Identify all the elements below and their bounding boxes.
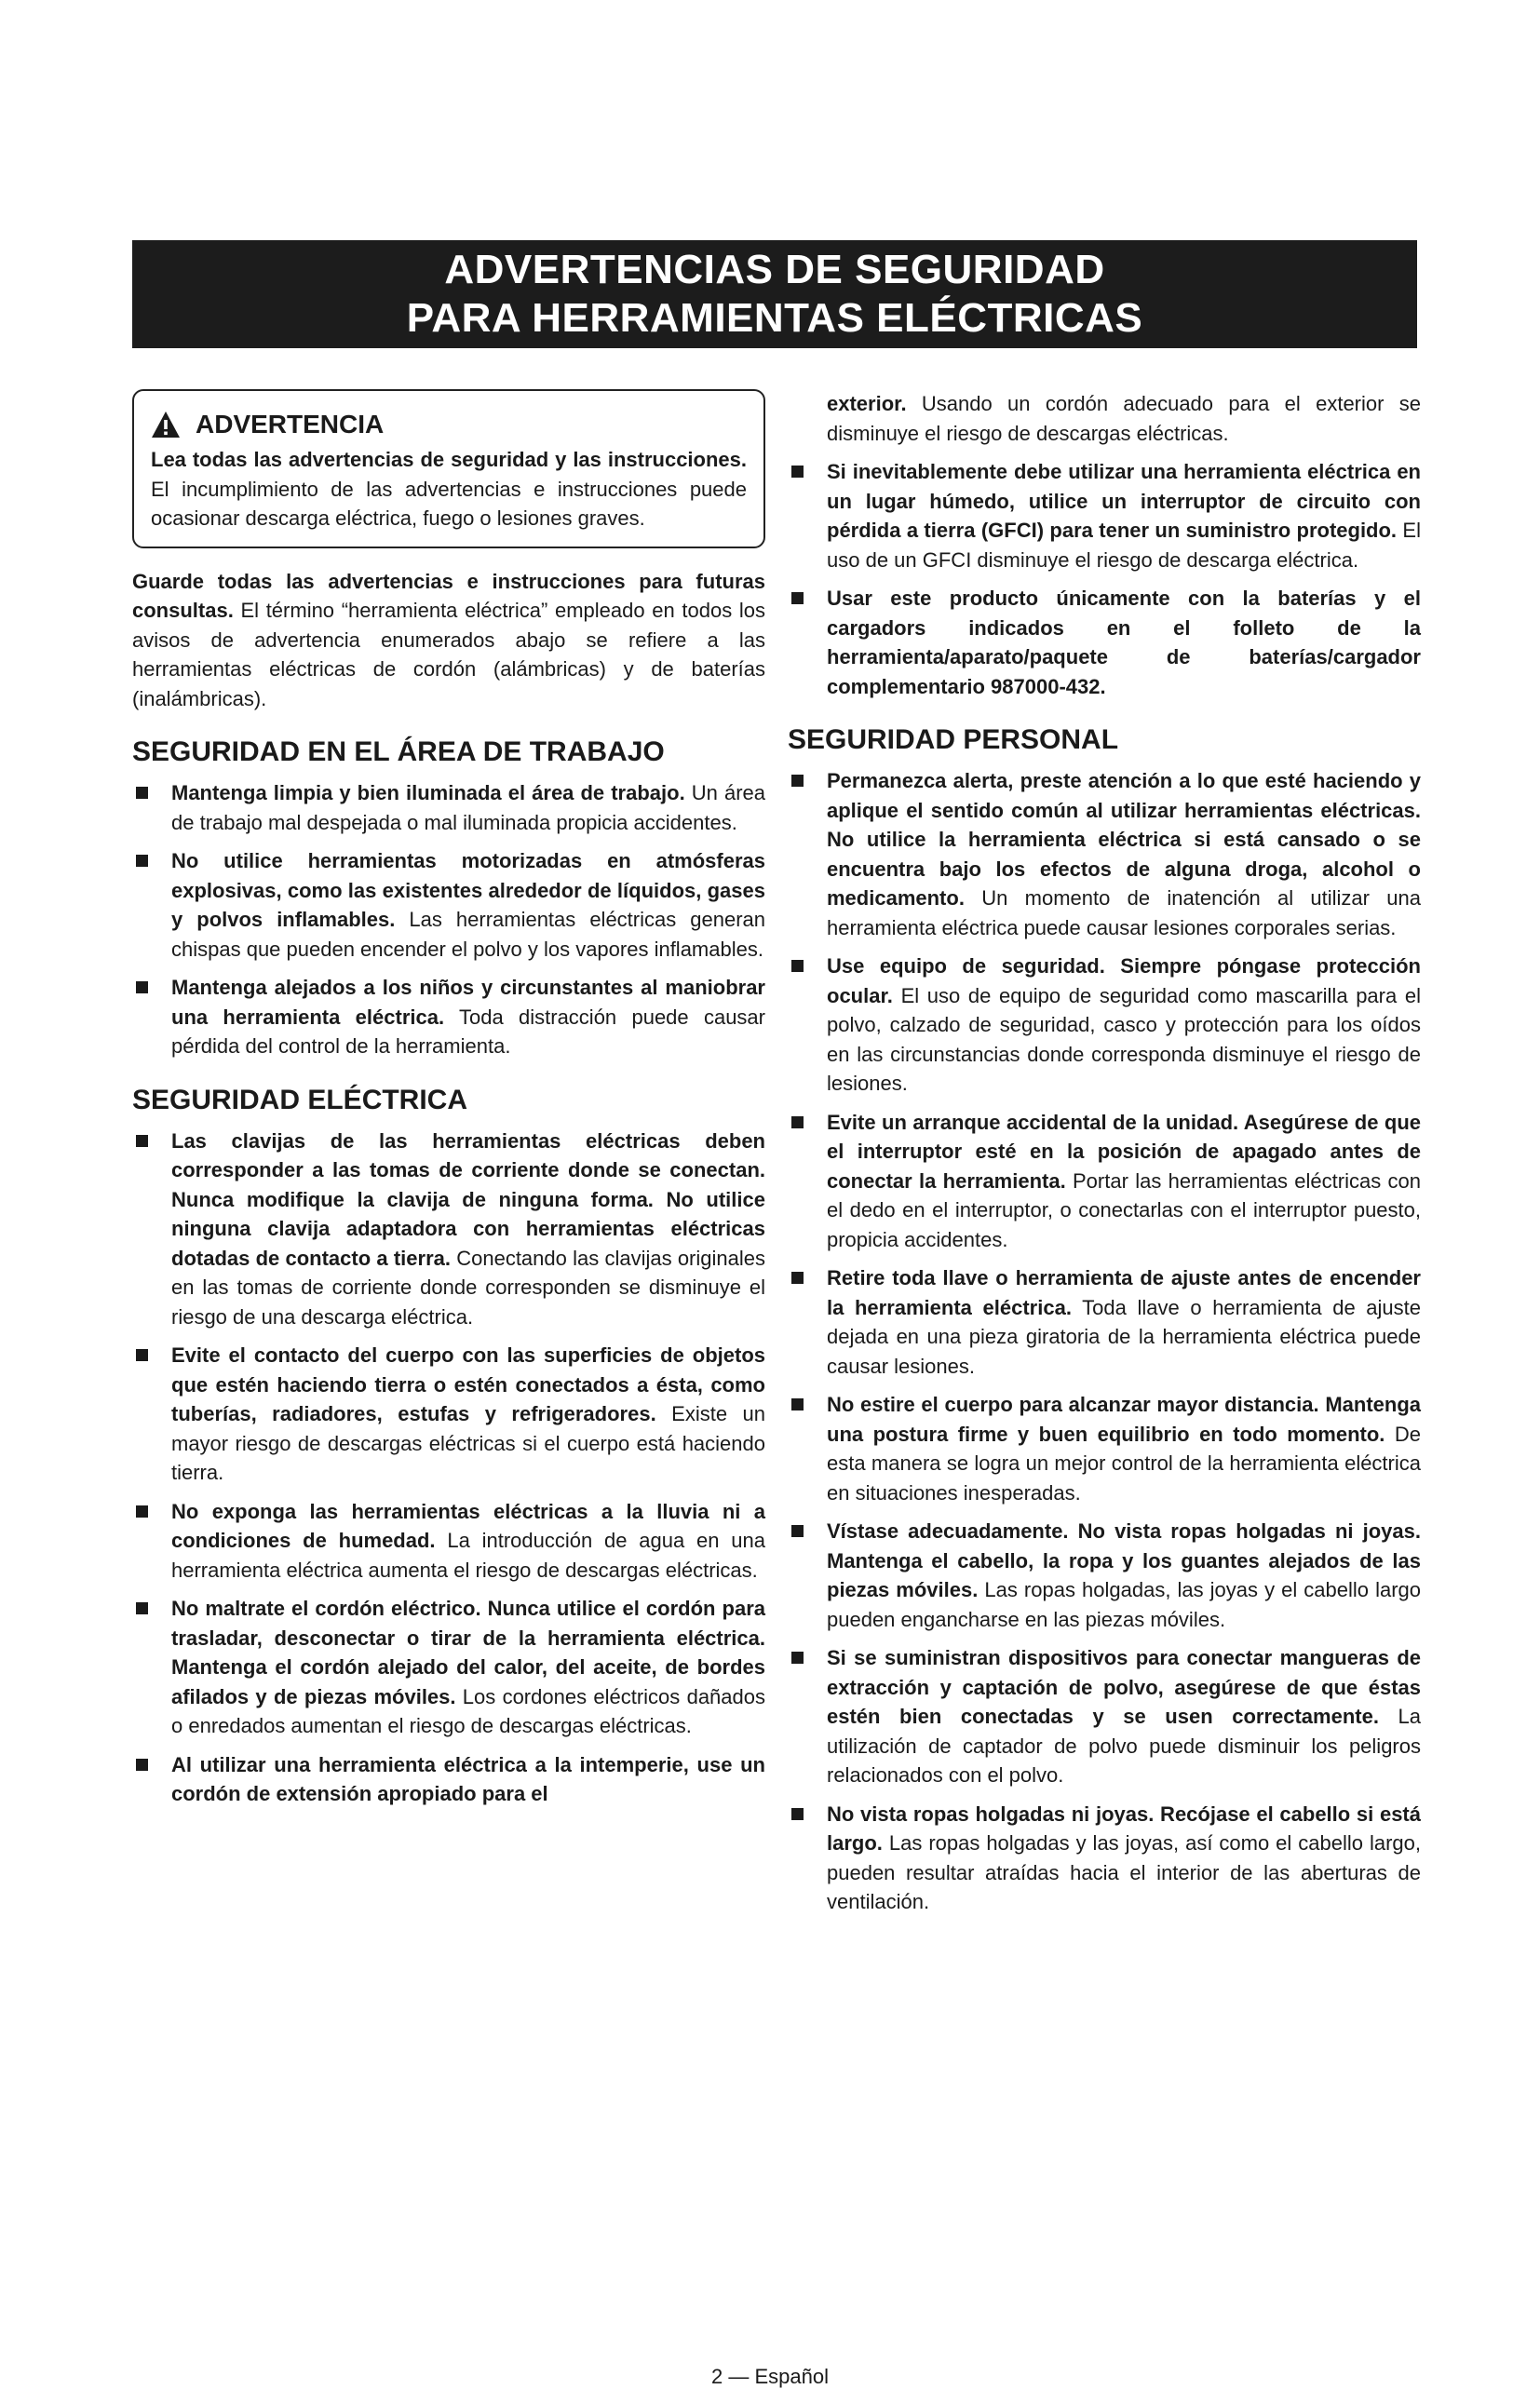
list-item: Vístase adecuadamente. No vista ropas holgadas ni joyas. Mantenga el cabello, la ropa y los guantes alejados de las piezas móviles. Las ropas holgadas, las joyas y el cabello largo pueden engancharse en las piezas móviles. bbox=[788, 1517, 1421, 1634]
section-title-electrical: SEGURIDAD ELÉCTRICA bbox=[132, 1084, 468, 1115]
bullet-square-icon bbox=[136, 1602, 148, 1614]
list-item: No vista ropas holgadas ni joyas. Recójase el cabello si está largo. Las ropas holgadas y las joyas, así como el cabello largo, pueden resultar atraídas hacia el interior de las aberturas de ventilación. bbox=[788, 1800, 1421, 1917]
right-column bbox=[788, 389, 1421, 1926]
list-item-continuation: exterior. Usando un cordón adecuado para el exterior se disminuye el riesgo de descargas eléctricas. bbox=[827, 392, 1421, 445]
list-item: Retire toda llave o herramienta de ajuste antes de encender la herramienta eléctrica. Toda llave o herramienta de ajuste dejada en una pieza giratoria de la herramienta eléctrica puede causar lesiones. bbox=[788, 1263, 1421, 1381]
list-item: Permanezca alerta, preste atención a lo que esté haciendo y aplique el sentido común al utilizar herramientas eléctricas. No utilice la herramienta eléctrica si está cansado o se encuentra bajo los efectos de alguna droga, alcohol o medicamento. Un momento de inatención al utilizar una herramienta eléctrica puede causar lesiones corporales serias. bbox=[788, 766, 1421, 942]
list-item: Use equipo de seguridad. Siempre póngase protección ocular. El uso de equipo de seguridad como mascarilla para el polvo, calzado de seguridad, casco y protección para los oídos en las circunstancias donde corresponda disminuye el riesgo de lesiones. bbox=[788, 952, 1421, 1099]
bullet-square-icon bbox=[791, 1272, 804, 1284]
list-item: Mantenga limpia y bien iluminada el área de trabajo. Un área de trabajo mal despejada o mal iluminada propicia accidentes. bbox=[132, 778, 765, 837]
bullet-square-icon bbox=[791, 592, 804, 604]
section-title-work-area: SEGURIDAD EN EL ÁREA DE TRABAJO bbox=[132, 736, 665, 767]
bullet-square-icon bbox=[136, 787, 148, 799]
list-item: No estire el cuerpo para alcanzar mayor distancia. Mantenga una postura firme y buen equilibrio en todo momento. De esta manera se logra un mejor control de la herramienta eléctrica en situaciones inesperadas. bbox=[788, 1390, 1421, 1507]
bullet-square-icon bbox=[791, 466, 804, 478]
list-item: No exponga las herramientas eléctricas a la lluvia ni a condiciones de humedad. La introducción de agua en una herramienta eléctrica aumenta el riesgo de descargas eléctricas. bbox=[132, 1497, 765, 1586]
bullet-square-icon bbox=[791, 1525, 804, 1537]
intro-paragraph: Guarde todas las advertencias e instrucciones para futuras consultas. El término “herramienta eléctrica” empleado en todos los avisos de advertencia enumerados abajo se refiere a las herramientas eléctricas de cordón (alámbricas) y de baterías (inalámbricas). bbox=[132, 569, 765, 710]
bullet-square-icon bbox=[791, 960, 804, 972]
list-item: Usar este producto únicamente con la baterías y el cargadors indicados en el folleto de la herramienta/aparato/paquete de baterías/cargador complementario 987000-432. bbox=[788, 584, 1421, 701]
bullet-square-icon bbox=[136, 1505, 148, 1518]
list-item: Evite un arranque accidental de la unidad. Asegúrese de que el interruptor esté en la posición de apagado antes de conectar la herramienta. Portar las herramientas eléctricas con el dedo en el interruptor, o conectarlas con el interruptor puesto, propicia accidentes. bbox=[788, 1108, 1421, 1255]
warning-box bbox=[132, 389, 765, 548]
list-item: Evite el contacto del cuerpo con las superficies de objetos que estén haciendo tierra o estén conectados a ésta, como tuberías, radiadores, estufas y refrigeradores. Existe un mayor riesgo de descargas eléctricas si el cuerpo está haciendo tierra. bbox=[132, 1341, 765, 1488]
list-item: Mantenga alejados a los niños y circunstantes al maniobrar una herramienta eléctrica. Toda distracción puede causar pérdida del control de la herramienta. bbox=[132, 973, 765, 1061]
bullet-square-icon bbox=[791, 1116, 804, 1128]
warning-title: ADVERTENCIA bbox=[196, 410, 385, 439]
bullet-square-icon bbox=[136, 1759, 148, 1771]
bullet-square-icon bbox=[136, 1349, 148, 1361]
list-item: No maltrate el cordón eléctrico. Nunca utilice el cordón para trasladar, desconectar o tirar de la herramienta eléctrica. Mantenga el cordón alejado del calor, del aceite, de bordes afilados y de piezas móviles. Los cordones eléctricos dañados o enredados aumentan el riesgo de descargas eléctricas. bbox=[132, 1594, 765, 1741]
bullet-square-icon bbox=[136, 1135, 148, 1147]
list-item: No utilice herramientas motorizadas en atmósferas explosivas, como las existentes alrededor de líquidos, gases y polvos inflamables. Las herramientas eléctricas generan chispas que pueden encender el polvo y los vapores inflamables. bbox=[132, 846, 765, 964]
bullet-square-icon bbox=[791, 1808, 804, 1820]
list-item: Si se suministran dispositivos para conectar mangueras de extracción y captación de polvo, asegúrese de que éstas estén bien conectadas y se usen correctamente. La utilización de captador de polvo puede disminuir los peligros relacionados con el polvo. bbox=[788, 1643, 1421, 1790]
warning-triangle-icon bbox=[151, 411, 181, 439]
section-title-personal: SEGURIDAD PERSONAL bbox=[788, 724, 1119, 755]
left-column bbox=[132, 389, 765, 1818]
warning-heading bbox=[151, 410, 747, 439]
list-item: Si inevitablemente debe utilizar una herramienta eléctrica en un lugar húmedo, utilice un interruptor de circuito con pérdida a tierra (GFCI) para tener un suministro protegido. El uso de un GFCI disminuye el riesgo de descarga eléctrica. bbox=[788, 457, 1421, 574]
list-item: Al utilizar una herramienta eléctrica a la intemperie, use un cordón de extensión apropiado para el bbox=[132, 1750, 765, 1809]
bullet-square-icon bbox=[791, 1398, 804, 1410]
header-title-line2: PARA HERRAMIENTAS ELÉCTRICAS bbox=[406, 295, 1143, 341]
warning-text: Lea todas las advertencias de seguridad y las instrucciones. El incumplimiento de las advertencias e instrucciones puede ocasionar descarga eléctrica, fuego o lesiones graves. bbox=[151, 448, 747, 530]
header-title-line1: ADVERTENCIAS DE SEGURIDAD bbox=[444, 247, 1105, 292]
bullet-square-icon bbox=[791, 1652, 804, 1664]
bullet-square-icon bbox=[791, 775, 804, 787]
bullet-square-icon bbox=[136, 981, 148, 993]
bullet-square-icon bbox=[136, 855, 148, 867]
page-header-banner bbox=[132, 240, 1417, 348]
page-number: 2 — Español bbox=[711, 2365, 829, 2388]
list-item: Las clavijas de las herramientas eléctricas deben corresponder a las tomas de corriente donde se conectan. Nunca modifique la clavija de ninguna forma. No utilice ninguna clavija adaptadora con herramientas eléctricas dotadas de contacto a tierra. Conectando las clavijas originales en las tomas de corriente donde corresponden se disminuye el riesgo de una descarga eléctrica. bbox=[132, 1127, 765, 1332]
